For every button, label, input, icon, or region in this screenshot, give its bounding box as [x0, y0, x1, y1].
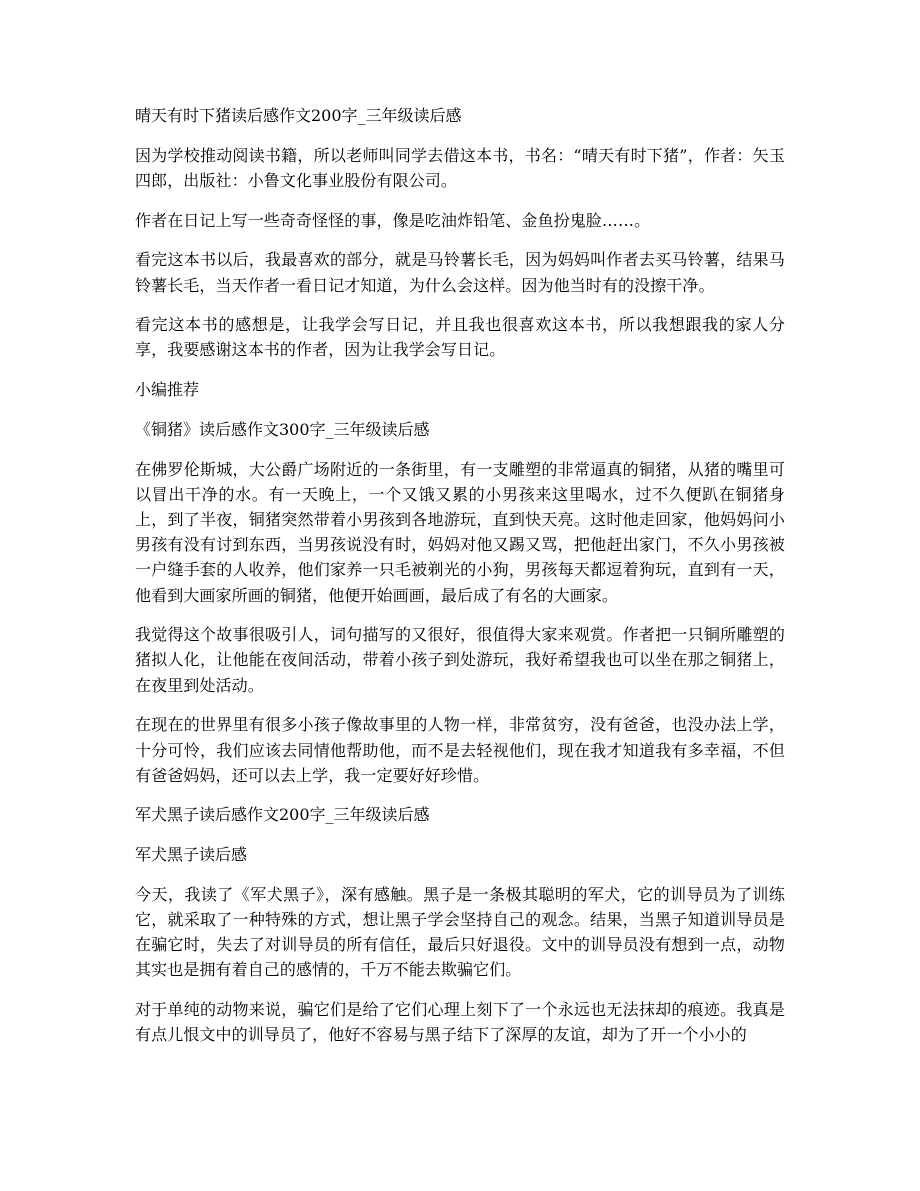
paragraph: 在佛罗伦斯城，大公爵广场附近的一条街里，有一支雕塑的非常逼真的铜猪，从猪的嘴里可以冒出干净的水。有一天晚上，一个又饿又累的小男孩来这里喝水，过不久便趴在铜猪身上，到了半夜，铜猪突然带着小男孩到各地游玩，直到快天亮。这时他走回家，他妈妈问小男孩有没有讨到东西，当男孩说没有时，妈妈对他又踢又骂，把他赶出家门，不久小男孩被一户缝手套的人收养，他们家养一只毛被剃光的小狗，男孩每天都逗着狗玩，直到有一天，他看到大画家所画的铜猪，他便开始画画，最后成了有名的大画家。	[135, 459, 785, 605]
article-title: 《铜猪》读后感作文300字_三年级读后感	[135, 419, 430, 439]
paragraph: 看完这本书的感想是，让我学会写日记，并且我也很喜欢这本书，所以我想跟我的家人分享，我要感谢这本书的作者，因为让我学会写日记。	[135, 315, 785, 360]
article-title: 晴天有时下猪读后感作文200字_三年级读后感	[135, 106, 462, 125]
paragraph: 作者在日记上写一些奇奇怪怪的事，像是吃油炸铅笔、金鱼扮鬼脸……。	[135, 210, 651, 230]
document-page	[135, 103, 785, 1062]
paragraph: 在现在的世界里有很多小孩子像故事里的人物一样，非常贫穷，没有爸爸，也没办法上学，十分可怜，我们应该去同情他帮助他，而不是去轻视他们，现在我才知道我有多幸福，不但有爸爸妈妈，还可以去上学，我一定要好好珍惜。	[135, 715, 785, 785]
paragraph: 看完这本书以后，我最喜欢的部分，就是马铃薯长毛，因为妈妈叫作者去买马铃薯，结果马铃薯长毛，当天作者一看日记才知道，为什么会这样。因为他当时有的没擦干净。	[135, 250, 785, 295]
section-heading-recommend: 小编推荐	[135, 380, 200, 400]
paragraph: 对于单纯的动物来说，骗它们是给了它们心理上刻下了一个永远也无法抹却的痕迹。我真是有点儿恨文中的训导员了，他好不容易与黑子结下了深厚的友谊，却为了开一个小小的	[135, 1000, 785, 1045]
paragraph: 我觉得这个故事很吸引人，词句描写的又很好，很值得大家来观赏。作者把一只铜所雕塑的猪拟人化，让他能在夜间活动，带着小孩子到处游玩，我好希望我也可以坐在那之铜猪上，在夜里到处活动。	[135, 625, 785, 695]
article-subtitle: 军犬黑子读后感	[135, 845, 248, 865]
paragraph: 今天，我读了《军犬黑子》，深有感触。黑子是一条极其聪明的军犬，它的训导员为了训练它，就采取了一种特殊的方式，想让黑子学会坚持自己的观念。结果，当黑子知道训导员是在骗它时，失去了对训导员的所有信任，最后只好退役。文中的训导员没有想到一点，动物其实也是拥有着自己的感情的，千万不能去欺骗它们。	[135, 884, 785, 980]
article-title: 军犬黑子读后感作文200字_三年级读后感	[135, 805, 430, 825]
paragraph: 因为学校推动阅读书籍，所以老师叫同学去借这本书，书名：“晴天有时下猪”，作者：矢玉四郎，出版社：小鲁文化事业股份有限公司。	[135, 145, 785, 190]
